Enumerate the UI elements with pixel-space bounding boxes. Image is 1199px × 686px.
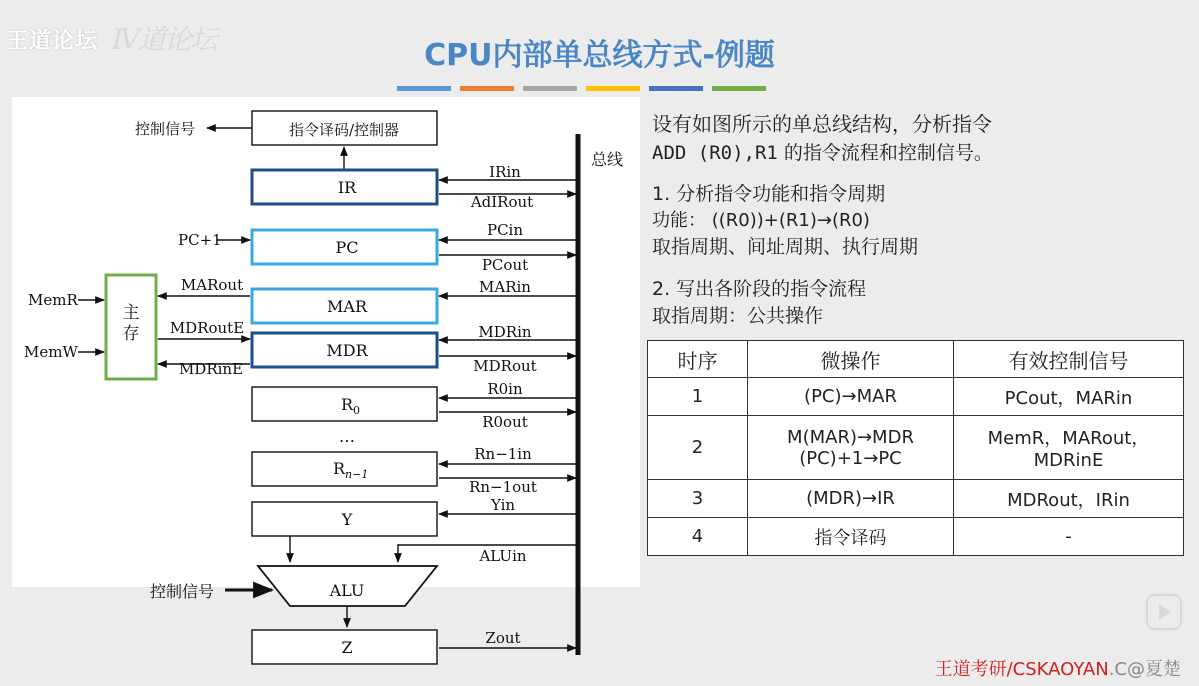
desc-line-1: 设有如图所示的单总线结构，分析指令 — [652, 112, 992, 136]
logo: 王道论坛 — [6, 29, 99, 54]
col-header-seq: 时序 — [648, 341, 748, 378]
color-bar — [649, 86, 703, 91]
instruction-code: ADD (R0),R1 — [652, 142, 778, 164]
memr-label: MemR — [28, 291, 78, 309]
r0-label: $R_0$ — [341, 395, 361, 417]
microop-cell — [748, 378, 954, 416]
rn-1-label: $R_{n-1}$ — [333, 459, 369, 481]
signal-text: - — [1065, 526, 1072, 547]
r0out-label: R0out — [482, 413, 528, 431]
table-row — [648, 518, 1184, 556]
signal-text: MDRout，IRin — [1007, 489, 1130, 511]
ir-label: IR — [337, 178, 357, 197]
footer-credit — [935, 655, 1181, 681]
signal-cell — [954, 518, 1184, 556]
mdrout-label: MDRout — [473, 357, 537, 375]
pc-inc-label: PC+1 — [178, 231, 222, 249]
seq-cell: 4 — [648, 518, 748, 556]
color-bar — [712, 86, 766, 91]
mdr-label: MDR — [326, 341, 368, 360]
col-header-microop: 微操作 — [748, 341, 954, 378]
microop-text: (PC)+1→PC — [799, 447, 902, 469]
col-header-signals: 有效控制信号 — [954, 341, 1184, 378]
color-bar — [586, 86, 640, 91]
marout-label: MARout — [180, 276, 244, 294]
microop-text: 指令译码 — [814, 527, 887, 549]
desc-line-2 — [652, 138, 993, 165]
fetch-cycle-line: 取指周期：公共操作 — [652, 305, 824, 327]
cycles-line: 取指周期、间址周期、执行周期 — [652, 236, 919, 258]
signal-cell — [954, 480, 1184, 518]
footer-watermark: .C@ — [1108, 659, 1145, 680]
microop-text: (PC)→MAR — [804, 386, 897, 407]
memory-label-top: 主 — [122, 303, 140, 323]
aluin-label: ALUin — [479, 547, 527, 565]
seq-cell: 3 — [648, 480, 748, 518]
color-bar — [523, 86, 577, 91]
bus-diagram — [12, 97, 640, 657]
seq-cell: 1 — [648, 378, 748, 416]
microop-cell — [748, 416, 954, 480]
table-row — [648, 416, 1184, 480]
memw-label: MemW — [24, 343, 78, 361]
rn-1out-label: Rn−1out — [469, 478, 537, 496]
title-color-bars — [397, 86, 766, 91]
pcout-label: PCout — [481, 256, 529, 274]
microop-cell — [748, 480, 954, 518]
signal-cell — [954, 378, 1184, 416]
table-row — [648, 480, 1184, 518]
footer-author: 夏楚 — [1145, 659, 1181, 680]
adirout-label: AdIRout — [470, 193, 534, 211]
logo-script: Ⅳ道论坛 — [112, 23, 216, 56]
color-bar — [460, 86, 514, 91]
microop-text: (MDR)→IR — [806, 488, 895, 509]
function-line — [652, 206, 870, 232]
function-expression: ((R0))+(R1)→(R0) — [711, 210, 870, 231]
bus-label: 总线 — [591, 150, 624, 169]
footer-brand: 王道考研/CSKAOYAN — [934, 659, 1109, 680]
y-label: Y — [341, 510, 353, 529]
irin-label: IRin — [489, 163, 521, 181]
mdroute-label: MDRoutE — [169, 319, 245, 337]
bus-diagram-panel — [12, 97, 640, 657]
function-label: 功能： — [652, 210, 706, 231]
rn-1in-label: Rn−1in — [474, 445, 532, 463]
desc-line-2-rest: 的指令流程和控制信号。 — [777, 142, 993, 164]
table-row — [648, 378, 1184, 416]
play-video-icon[interactable] — [1146, 594, 1182, 630]
color-bar — [397, 86, 451, 91]
r0in-label: R0in — [487, 380, 523, 398]
mdrine-label: MDRinE — [178, 360, 244, 378]
pc-label: PC — [335, 238, 359, 257]
step-1-heading: 1. 分析指令功能和指令周期 — [652, 183, 886, 205]
control-signal-out-label: 控制信号 — [135, 120, 196, 138]
register-ellipsis: … — [339, 427, 355, 446]
micro-op-table — [647, 340, 1184, 556]
microop-text: M(MAR)→MDR — [787, 426, 914, 448]
signal-cell — [954, 416, 1184, 480]
memory-label-bottom: 存 — [122, 324, 140, 344]
microop-cell — [748, 518, 954, 556]
table-header-row — [648, 341, 1184, 378]
signal-text: MDRinE — [1033, 450, 1104, 471]
mdrin-label: MDRin — [478, 323, 532, 341]
z-label: Z — [341, 638, 353, 657]
step-2-heading: 2. 写出各阶段的指令流程 — [652, 278, 867, 300]
mar-label: MAR — [327, 297, 367, 316]
zout-label: Zout — [485, 629, 521, 647]
alu-label: ALU — [329, 581, 365, 600]
slide-title: CPU内部单总线方式-例题 — [424, 38, 775, 73]
control-signal-in-label: 控制信号 — [150, 582, 215, 601]
yin-label: Yin — [490, 496, 516, 514]
decoder-label: 指令译码/控制器 — [288, 121, 400, 139]
pcin-label: PCin — [486, 221, 524, 239]
signal-text: PCout，MARin — [1004, 387, 1133, 409]
marin-label: MARin — [479, 278, 531, 296]
seq-cell: 2 — [648, 416, 748, 480]
signal-text: MemR，MARout， — [987, 428, 1150, 449]
